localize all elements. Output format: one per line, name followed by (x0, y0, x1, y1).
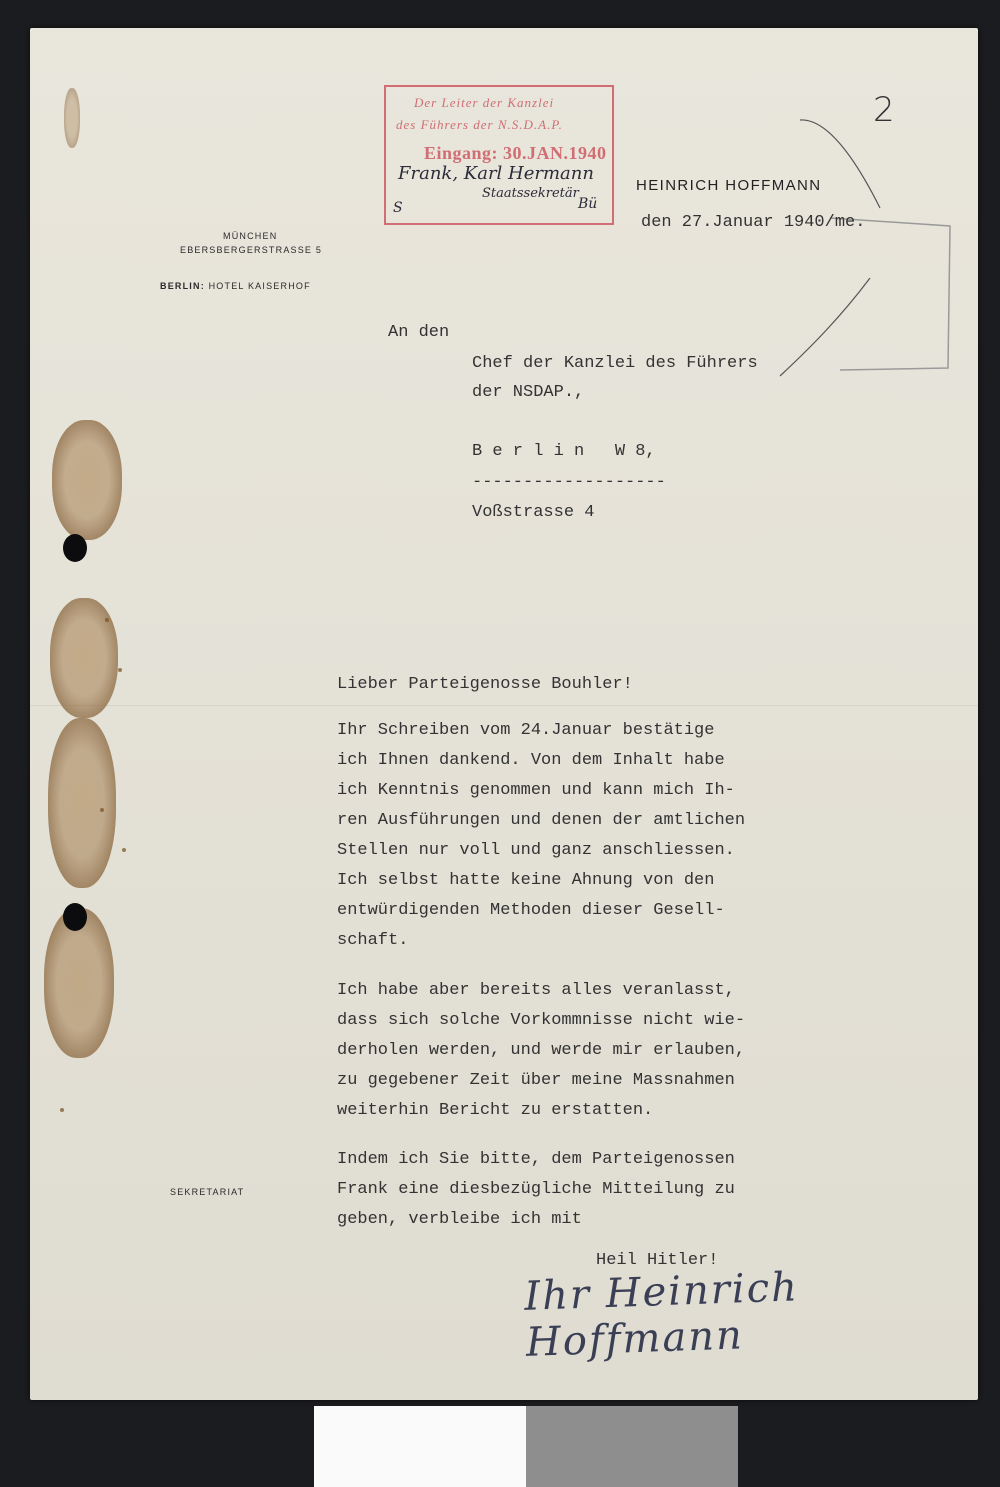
paragraph-line: schaft. (337, 931, 409, 950)
stain-dot (105, 618, 109, 622)
paragraph-line: Ich habe aber bereits alles veranlasst, (337, 981, 735, 1000)
letterhead-berlin-hotel: HOTEL KAISERHOF (208, 281, 311, 291)
signature: Ihr Heinrich Hoffmann (523, 1264, 800, 1366)
paragraph-line: Stellen nur voll und ganz anschliessen. (337, 841, 735, 860)
paragraph-line: ren Ausführungen und denen der amtlichen (337, 811, 746, 830)
stain-dot (60, 1108, 64, 1112)
closing-greeting: Heil Hitler! (596, 1251, 719, 1270)
paragraph-line: zu gegebener Zeit über meine Massnahmen (337, 1071, 735, 1090)
recipient-prefix: An den (388, 323, 450, 342)
recipient-underline: ------------------- (472, 473, 666, 492)
paragraph-line: dass sich solche Vorkommnisse nicht wie- (337, 1011, 746, 1030)
stain-dot (100, 808, 104, 812)
recipient-city: B e r l i n W 8, (472, 442, 656, 461)
stain (52, 420, 122, 540)
paragraph-line: ich Kenntnis genommen und kann mich Ih- (337, 781, 735, 800)
letterhead-street: EBERSBERGERSTRASSE 5 (180, 245, 323, 255)
stamp-line-2: des Führers der N.S.D.A.P. (396, 117, 563, 132)
paragraph-3 (337, 1145, 735, 1235)
paragraph-2 (337, 976, 745, 1126)
paragraph-line: Indem ich Sie bitte, dem Parteigenossen (337, 1150, 735, 1169)
calibration-grey (526, 1406, 738, 1487)
stain (50, 598, 118, 718)
stain (64, 88, 80, 148)
paragraph-line: derholen werden, und werde mir erlauben, (337, 1041, 746, 1060)
paragraph-line: ich Ihnen dankend. Von dem Inhalt habe (337, 751, 725, 770)
recipient-line-2: der NSDAP., (472, 383, 585, 402)
handwritten-page-number: 2 (873, 90, 895, 130)
salutation: Lieber Parteigenosse Bouhler! (337, 675, 633, 694)
handwritten-note: Frank, Karl Hermann (398, 163, 594, 184)
paragraph-line: Ich selbst hatte keine Ahnung von den (337, 871, 715, 890)
letterhead-city: MÜNCHEN (223, 231, 278, 241)
letter-date: den 27.Januar 1940/me. (641, 213, 866, 232)
calibration-white (314, 1406, 526, 1487)
pencil-marks (770, 108, 978, 388)
paper-fold-line (30, 705, 978, 706)
paragraph-line: weiterhin Bericht zu erstatten. (337, 1101, 654, 1120)
stain (48, 718, 116, 888)
paragraph-line: geben, verbleibe ich mit (337, 1210, 582, 1229)
stain-dot (122, 848, 126, 852)
stain-dot (118, 668, 122, 672)
letterhead-berlin-label: BERLIN: (160, 281, 205, 291)
letter-sheet (30, 28, 978, 1400)
punch-hole (63, 903, 87, 931)
paragraph-1 (337, 716, 745, 956)
paragraph-line: Frank eine diesbezügliche Mitteilung zu (337, 1180, 735, 1199)
handwritten-initial-s: S (393, 200, 403, 216)
paragraph-line: entwürdigenden Methoden dieser Gesell- (337, 901, 725, 920)
recipient-line-1: Chef der Kanzlei des Führers (472, 354, 758, 373)
recipient-street: Voßstrasse 4 (472, 503, 595, 522)
stamp-line-1: Der Leiter der Kanzlei (414, 95, 555, 110)
letterhead-department: SEKRETARIAT (170, 1187, 245, 1197)
letterhead-sender-name: HEINRICH HOFFMANN (636, 177, 822, 194)
punch-hole (63, 534, 87, 562)
stain (44, 908, 114, 1058)
handwritten-initial-bu: Bü (578, 196, 598, 212)
handwritten-note-title: Staatssekretär (482, 186, 579, 201)
stamp-date: Eingang: 30.JAN.1940 (424, 143, 607, 163)
letterhead-berlin-address (160, 281, 311, 291)
paragraph-line: Ihr Schreiben vom 24.Januar bestätige (337, 721, 715, 740)
